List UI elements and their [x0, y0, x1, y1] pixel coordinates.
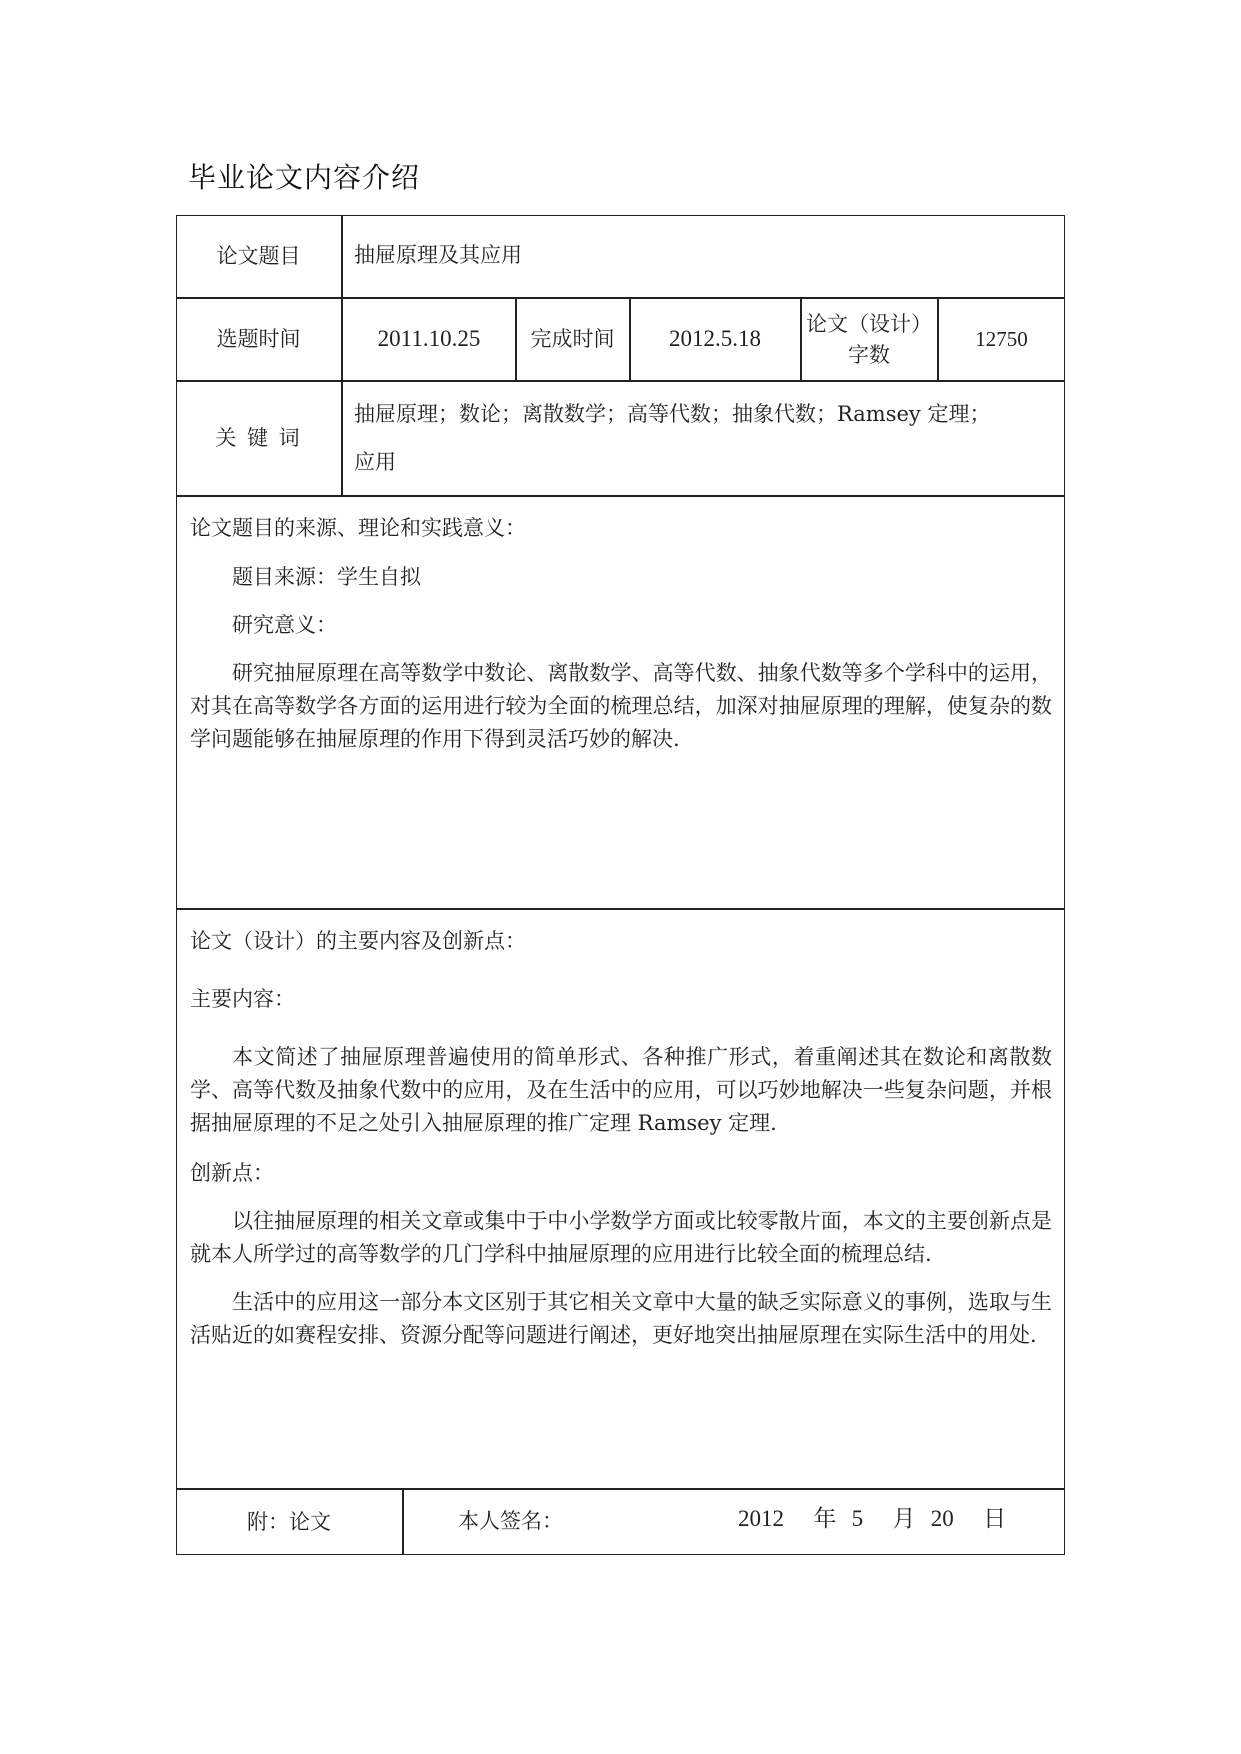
- innovation-label: 创新点：: [190, 1161, 274, 1185]
- keywords-label: 关 键 词: [215, 425, 302, 450]
- keywords-line-1: 抽屉原理；数论；离散数学；高等代数；抽象代数；Ramsey 定理；: [354, 402, 991, 426]
- date-month-unit: 月: [892, 1506, 916, 1532]
- start-time-label: 选题时间: [216, 326, 301, 351]
- date-day-unit: 日: [983, 1506, 1007, 1532]
- start-time-value: 2011.10.25: [377, 325, 481, 351]
- finish-time-label: 完成时间: [530, 326, 615, 351]
- significance-heading: 论文题目的来源、理论和实践意义：: [190, 516, 526, 540]
- signature-label: 本人签名：: [458, 1509, 563, 1533]
- date-year: 2012: [738, 1506, 784, 1531]
- column-divider: [402, 1488, 404, 1555]
- keywords-line-2: 应用: [354, 450, 396, 474]
- topic-value: 抽屉原理及其应用: [354, 243, 522, 267]
- meaning-label: 研究意义：: [232, 613, 337, 637]
- main-content-label: 主要内容：: [190, 987, 295, 1011]
- finish-time-value: 2012.5.18: [669, 325, 761, 351]
- page-title: 毕业论文内容介绍: [188, 161, 421, 194]
- word-count-label-line1: 论文（设计）: [806, 312, 932, 336]
- attachment-note: 附：论文: [247, 1510, 331, 1534]
- keywords-value: [354, 390, 1059, 486]
- innovation-text-1: 以往抽屉原理的相关文章或集中于中小学数学方面或比较零散片面，本文的主要创新点是就本人所学过的高等数学的几门学科中抽屉原理的应用进行比较全面的梳理总结.: [190, 1209, 1052, 1266]
- date-year-unit: 年: [813, 1506, 837, 1532]
- date-month: 5: [851, 1506, 864, 1531]
- main-content-text: 本文简述了抽屉原理普遍使用的简单形式、各种推广形式，着重阐述其在数论和离散数学、高等代数及抽象代数中的应用，及在生活中的应用，可以巧妙地解决一些复杂问题，并根据抽屉原理的不足之处引入抽屉原理的推广定理 Ramsey 定理.: [190, 1045, 1052, 1135]
- word-count-value: 12750: [975, 326, 1028, 351]
- word-count-label-line2: 字数: [848, 343, 890, 367]
- topic-label: 论文题目: [216, 244, 301, 268]
- content-heading: 论文（设计）的主要内容及创新点：: [190, 929, 526, 953]
- row-divider: [176, 495, 1065, 497]
- signature-date: [738, 1503, 1006, 1535]
- meaning-text: 研究抽屉原理在高等数学中数论、离散数学、高等代数、抽象代数等多个学科中的运用，对其在高等数学各方面的运用进行较为全面的梳理总结，加深对抽屉原理的理解，使复杂的数学问题能够在抽屉原理的作用下得到灵活巧妙的解决.: [190, 661, 1052, 751]
- topic-source: 题目来源：学生自拟: [232, 565, 421, 589]
- row-divider: [176, 908, 1065, 910]
- innovation-text-2: 生活中的应用这一部分本文区别于其它相关文章中大量的缺乏实际意义的事例，选取与生活贴近的如赛程安排、资源分配等问题进行阐述，更好地突出抽屉原理在实际生活中的用处.: [190, 1290, 1052, 1347]
- word-count-label: [801, 309, 937, 371]
- date-day: 20: [930, 1506, 954, 1531]
